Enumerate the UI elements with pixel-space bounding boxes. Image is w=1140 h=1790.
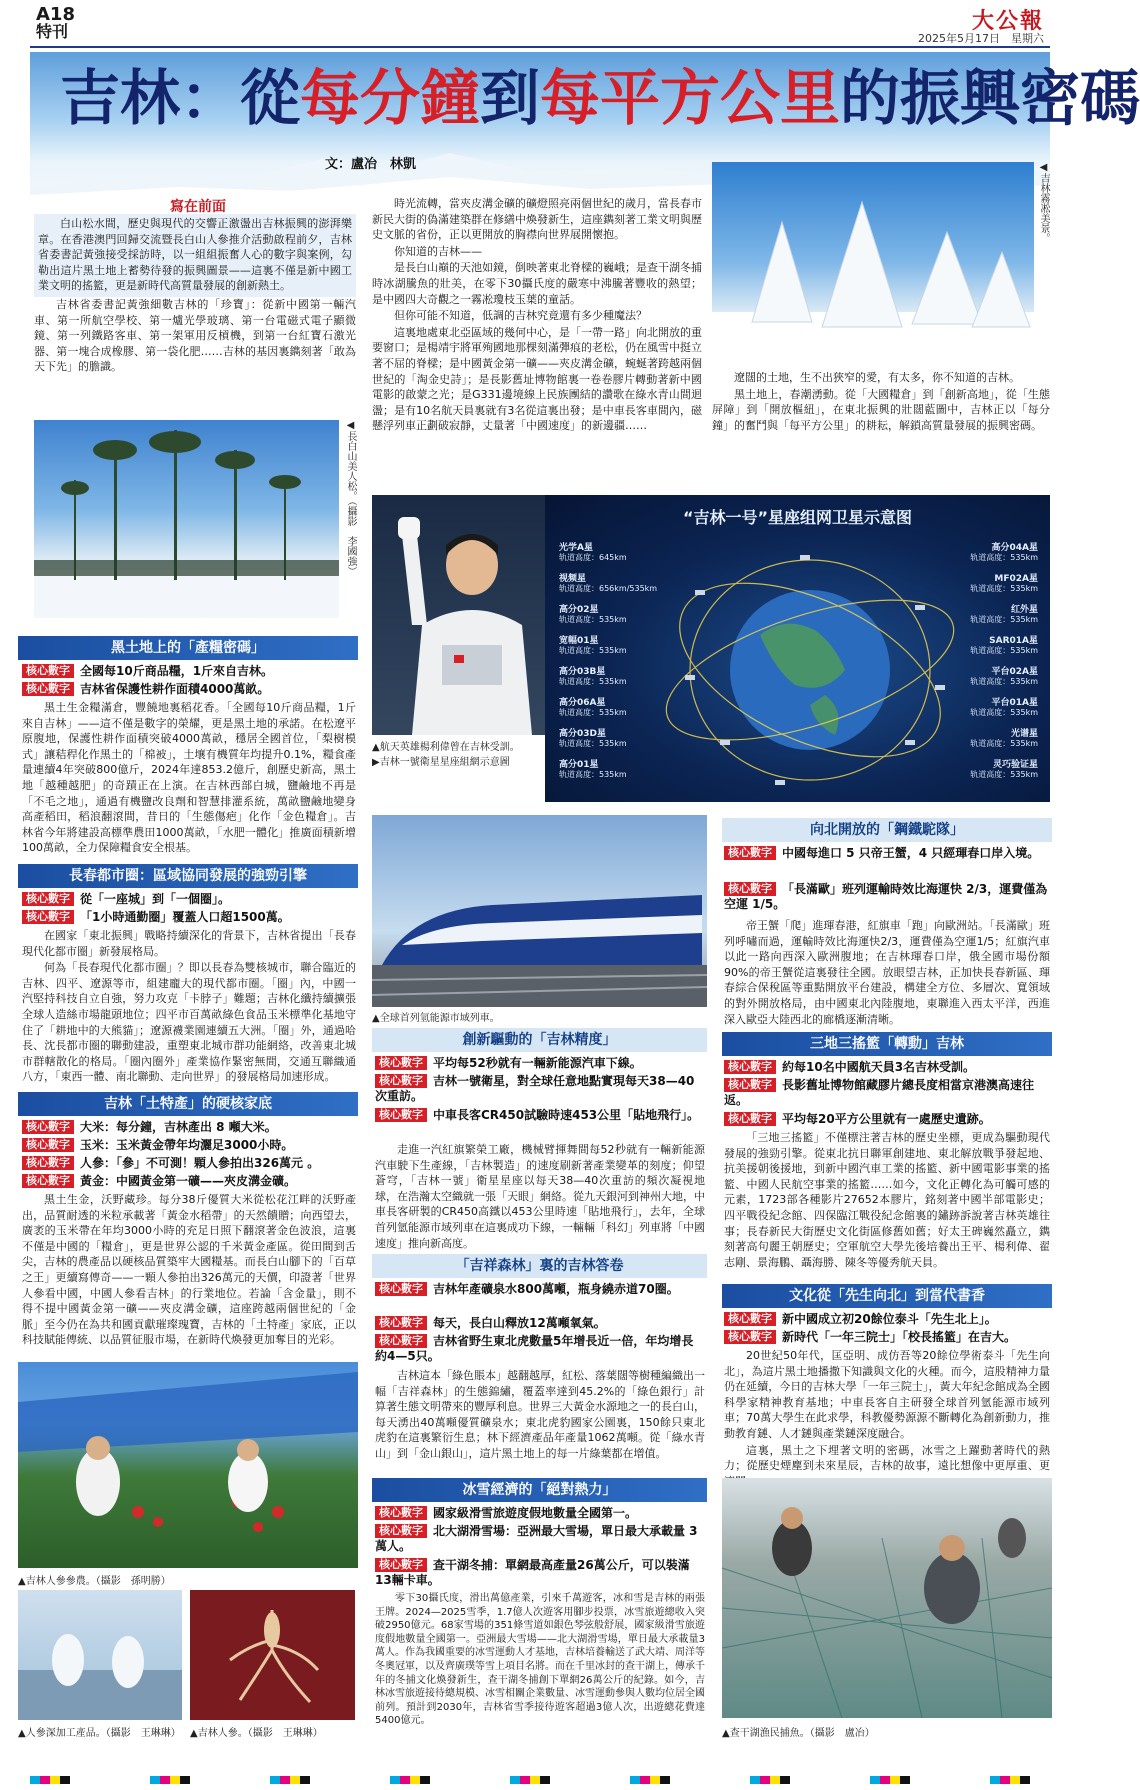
color-registration-bar <box>30 1776 1050 1784</box>
satellite-label <box>559 667 627 687</box>
train-illustration <box>372 815 707 1007</box>
satellite-label <box>970 605 1038 625</box>
key-figure-tag: 核心數字 <box>22 664 74 678</box>
key-figure-row <box>375 1316 705 1331</box>
key-figure-tag: 核心數字 <box>22 892 74 906</box>
section-paragraph: 黑土生金，沃野藏珍。每分38斤優質大米從松花江畔的沃野產出，品質耐透的米粒承載著「黃金水稻帶」的天然饋贈；向西望去，廣袤的玉米帶在年均3000小時的充足日照下翻滾著金色波浪，這裏不僅是中國的「糧倉」，更是世界公認的千米黃金產區。從田間到舌尖，吉林的農產品以硬核品質築牢大國糧基。而長白山腳下的「百草之王」更續寫傳奇——一顆人參拍出326萬元的天價，印證著「世界人參看中國，中國人參看吉林」的行業地位。若論「含金量」，則不得不提中國黃金第一礦——夾皮溝金礦，這座跨越兩個世紀的「金脈」至今仍在為共和國貢獻璀璨瑰寶，吉林的「土特產」家底，正以科技賦能傳統、以品質征服市場，在新時代煥發更加奪目的光彩。 <box>22 1193 356 1347</box>
key-figure-tag: 核心數字 <box>724 846 776 860</box>
key-figure-tag: 核心數字 <box>375 1316 427 1330</box>
satellite-orbit: 轨道高度：535km <box>970 553 1038 562</box>
col2-paragraph: 你知道的吉林—— <box>394 244 482 258</box>
satellite-orbit: 轨道高度：535km <box>970 584 1038 593</box>
key-figure-row <box>724 1078 1050 1108</box>
satellite-orbit: 轨道高度：645km <box>559 553 627 562</box>
key-figure-tag: 核心數字 <box>375 1334 427 1348</box>
key-figure-row <box>375 1056 705 1071</box>
section-cradles-title: 三地三搖籃「轉動」吉林 <box>722 1032 1052 1056</box>
headline-part1: 吉林：從 <box>60 64 300 134</box>
satellite-label <box>559 698 627 718</box>
key-figure-tag: 核心數字 <box>724 1330 776 1344</box>
section-ice-snow-title: 冰雪經濟的「絕對熱力」 <box>372 1478 707 1502</box>
satellite-label <box>559 636 627 656</box>
satellite-orbit: 轨道高度：535km <box>559 677 627 686</box>
key-figure-tag: 核心數字 <box>22 682 74 696</box>
pine-caption: ◀長白山美人松。（攝影 李國強） <box>345 420 356 576</box>
key-figure-row <box>375 1074 705 1104</box>
satellite-label <box>559 729 627 749</box>
satellite-label <box>970 698 1038 718</box>
satellite-name: 高分03D星 <box>559 729 606 739</box>
satellite-label <box>970 729 1038 749</box>
satellite-name: 视频星 <box>559 574 587 584</box>
page-number: A18 <box>36 4 75 25</box>
satellite-label <box>970 574 1038 594</box>
key-figure-tag: 核心數字 <box>724 1078 776 1092</box>
satellite-label <box>970 636 1038 656</box>
key-figure-row <box>375 1524 705 1554</box>
key-figure-text: 玉米：玉米黃金帶年均灑足3000小時。 <box>80 1138 294 1152</box>
section-grain-title: 黑土地上的「產糧密碼」 <box>18 636 358 660</box>
header-rule <box>30 46 1050 48</box>
issue-date: 2025年5月17日 星期六 <box>918 32 1044 45</box>
satellite-label <box>970 760 1038 780</box>
section-paragraph: 在國家「東北振興」戰略持續深化的背景下，吉林省提出「長春現代化都市圈」新發展格局。 <box>22 929 356 958</box>
satellite-name: 灵巧验证星 <box>992 760 1038 770</box>
key-figure-text: 新中國成立初20餘位泰斗「先生北上」。 <box>782 1312 997 1326</box>
key-figure-text: 「1小時通勤圈」覆蓋人口超1500萬。 <box>80 910 290 924</box>
key-figure-row <box>375 1108 705 1123</box>
col2-intro-text <box>372 196 702 435</box>
section-cradles-body <box>724 1130 1050 1271</box>
section-innovation-title: 創新驅動的「吉林精度」 <box>372 1028 707 1052</box>
section-paragraph: 零下30攝氏度，滑出萬億產業，引來千萬遊客，冰和雪是吉林的兩張王牌。2024—2025雪季，1.7億人次遊客用腳步投票，冰雪旅遊總收入突破2950億元。68家雪場的351條雪道如銀色琴弦般舒展，國家級滑雪旅遊度假地數量全國第一。亞洲最大雪場——北大湖滑雪場，單日最大承載量3萬人。作為我國重要的冰雪運動人才基地，吉林培養輸送了武大靖、周洋等冬奧冠軍，以及齊廣璞等雪上項目名將。而在千里冰封的查干湖上，傳承千年的冬捕文化煥發新生，查干湖冬捕創下單網26萬公斤的紀錄。如今，吉林冰雪旅遊接待總規模、冰雪相關企業數量、冰雪運動參與人數均位居全國前列。預計到2030年，吉林省雪季接待遊客超過3億人次，出遊總花費達5400億元。 <box>375 1593 705 1727</box>
section-opening-title: 向北開放的「鋼鐵駝隊」 <box>722 818 1052 842</box>
key-figure-row <box>22 1174 356 1189</box>
section-opening-body <box>724 918 1050 1028</box>
headline-part3: 到 <box>480 64 540 134</box>
key-figure-tag: 核心數字 <box>375 1282 427 1296</box>
satellite-name: 高分01星 <box>559 760 599 770</box>
satellite-orbit: 轨道高度：535km <box>559 708 627 717</box>
key-figure-tag: 核心數字 <box>724 1312 776 1326</box>
section-paragraph: 20世紀50年代，匡亞明、成仿吾等20餘位學術泰斗「先生向北」，為這片黑土地播撒下知識與文化的火種。而今，這股精神力量仍在延續，今日的吉林大學「一年三院士」，黃大年紀念館成為全國科學家精神教育基地；中車長客自主研發全球首列氫能源市域列車；70萬大學生在此求學，科教優勢源源不斷轉化為創新動力，推動教育鏈、人才鏈與產業鏈深度融合。 <box>724 1349 1050 1440</box>
headline-part4: 每平方公里 <box>540 64 840 134</box>
section-grain-body <box>22 700 356 857</box>
key-figure-tag: 核心數字 <box>724 882 776 896</box>
satellite-orbit: 轨道高度：535km <box>970 770 1038 779</box>
satellite-label <box>559 543 627 563</box>
ginseng-root-photo <box>190 1590 355 1720</box>
col2-paragraph: 是長白山巔的天池如鏡，倒映著東北脊樑的巍峨；是查干湖冬捕時冰湖騰魚的壯美，在零下30攝氏度的嚴寒中沸騰著豐收的熱望；是中國四大奇觀之一霧凇瓊枝玉葉的童話。 <box>372 261 702 306</box>
satellite-orbit: 轨道高度：535km <box>970 677 1038 686</box>
key-figure-tag: 核心數字 <box>375 1056 427 1070</box>
satellite-name: 高分04A星 <box>991 543 1038 553</box>
key-figure-text: 吉林省野生東北虎數量5年增長近一倍，年均增長約4—5只。 <box>375 1334 694 1363</box>
key-figure-text: 平均每52秒就有一輛新能源汽車下線。 <box>433 1056 642 1070</box>
intro-lead-shaded <box>34 214 356 297</box>
section-paragraph: 走進一汽紅旗繁榮工廠，機械臂揮舞間每52秒就有一輛新能源汽車駛下生產線，「吉林製造」的速度刷新著產業變革的刻度；仰望蒼穹，「吉林一號」衛星星座以每天38—40次重訪的頻次凝視地球，在浩瀚太空織就一張「天眼」網絡。從九天銀河到神州大地，中車長客研製的CR450高鐵以453公里時速「貼地飛行」，去年，全球首列氫能源市域列車在這裏成功下線，一輛輛「科幻」列車將「中國速度」推向新高度。 <box>375 1143 705 1250</box>
rime-caption: ◀吉林霧凇美景。 <box>1038 162 1049 243</box>
key-figure-text: 從「一座城」到「一個圈」。 <box>80 892 231 906</box>
section-paragraph: 這裏，黑土之下埋著文明的密碼，冰雪之上躍動著時代的熱力；從歷史煙塵到未來星辰，吉林的故事，遠比想像中更厚重、更 <box>724 1443 1050 1473</box>
pine-photo <box>34 420 339 618</box>
fishing-caption: ▲查干湖漁民捕魚。（攝影 盧冶） <box>722 1728 875 1739</box>
col2-paragraph: 時光流轉，當夾皮溝金礦的礦燈照亮兩個世紀的歲月，當長春市新民大街的偽滿建築群在修繕中煥發新生，這座鐫刻著工業文明與歷史文脈的省份，正以更開放的胸襟向世界展開懷抱。 <box>372 197 702 242</box>
satellite-caption: ▶吉林一號衛星星座組網示意圖 <box>372 757 510 768</box>
key-figure-tag: 核心數字 <box>724 1112 776 1126</box>
key-figure-text: 中國每進口 5 只帝王蟹，4 只經琿春口岸入境。 <box>782 846 1040 860</box>
satellite-name: 平台01A星 <box>991 698 1038 708</box>
diagram-title: “吉林一号”星座组网卫星示意图 <box>682 508 913 527</box>
satellite-name: 宽幅01星 <box>559 636 599 646</box>
satellite-orbit: 轨道高度：535km <box>970 708 1038 717</box>
satellite-name: 高分06A星 <box>559 698 606 708</box>
ginseng-farm-photo <box>18 1362 358 1568</box>
satellite-name: 红外星 <box>1010 605 1038 615</box>
section-changchun-body <box>22 928 356 1086</box>
newspaper-logo: 大公報 <box>971 8 1044 34</box>
satellite-name: 高分03B星 <box>559 667 606 677</box>
satellite-orbit: 轨道高度：535km <box>559 770 627 779</box>
factory-workers-illustration <box>18 1590 182 1720</box>
intro-text <box>34 214 356 376</box>
ginseng-process-photo <box>18 1590 182 1720</box>
key-figure-row <box>724 1112 1050 1127</box>
intro-paragraph: 白山松水間，歷史與現代的交響正激盪出吉林振興的澎湃樂章。在香港澳門回歸交流暨長白山人參推介活動啟程前夕，吉林省委書記黃強接受採訪時，以一組組振奮人心的數字與案例，勾勒出這片黑土地上蓄勢待發的振興圖景——這裏不僅是新中國工業文明的搖籃，更是新時代高質量發展的創新熱土。 <box>38 217 352 293</box>
section-culture-body <box>724 1348 1050 1490</box>
key-figure-text: 人參：「參」不可測！顆人參拍出326萬元 。 <box>80 1156 320 1170</box>
key-figure-row <box>375 1558 705 1588</box>
fishing-photo <box>722 1478 1052 1718</box>
section-changchun-title: 長春都市圈：區域協同發展的強勁引擎 <box>18 864 358 888</box>
key-figure-tag: 核心數字 <box>375 1558 427 1572</box>
train-caption: ▲全球首列氫能源市域列車。 <box>372 1013 500 1024</box>
section-paragraph: 何為「長春現代化都市圈」？即以長春為雙核城市，聯合臨近的吉林、四平、遼源等市，組建龐大的現代都市圈。「圈」內，中國一汽堅持科技自立自強，努力攻克「卡脖子」難題；吉林化纖持續擴張全球人造絲市場龍頭地位；四平市百萬畝綠色食品玉米標準化基地守住了「耕地中的大熊貓」；遼源襪業園連續五大洲。「圈」外，通過哈長、沈長都市圈的聯動建設，重塑東北城市群功能網絡，改善東北城市群轄散化的格局。「圈內圈外」產業協作緊密無間，交通互聯織通八方，「東西一體、南北聯動、走向世界」的發展格局加速形成。 <box>22 961 356 1084</box>
key-figure-row <box>22 910 356 925</box>
key-figure-tag: 核心數字 <box>375 1524 427 1538</box>
rime-photo <box>712 162 1034 362</box>
key-figure-text: 中車長客CR450試驗時速453公里「貼地飛行」。 <box>433 1108 700 1122</box>
key-figure-tag: 核心數字 <box>724 1060 776 1074</box>
key-figure-row <box>724 882 1050 912</box>
intro-paragraph: 吉林省委書記黃強細數吉林的「珍寶」：從新中國第一輛汽車、第一所航空學校、第一爐光學玻璃、第一台電磁式電子顯微鏡、第一列鐵路客車、第一架軍用反槓機，到第一台紅寶石激光器、第一塊合成橡膠、第一袋化肥……吉林的基因裏鐫刻著「敢為天下先」的膽識。 <box>34 297 356 374</box>
key-figure-tag: 核心數字 <box>375 1506 427 1520</box>
key-figure-text: 新時代「一年三院士」「校長搖籃」在吉大。 <box>782 1330 1017 1344</box>
key-figure-tag: 核心數字 <box>22 1120 74 1134</box>
key-figure-row <box>724 1330 1050 1345</box>
section-culture-title: 文化從「先生向北」到當代書香 <box>722 1284 1052 1308</box>
satellite-label <box>559 574 657 594</box>
key-figure-row <box>724 1312 1050 1327</box>
satellite-orbit: 轨道高度：535km <box>970 615 1038 624</box>
ginseng-root-illustration <box>190 1590 355 1720</box>
satellite-name: 平台02A星 <box>991 667 1038 677</box>
satellite-orbit: 轨道高度：535km <box>559 615 627 624</box>
headline-part2: 每分鐘 <box>300 64 480 134</box>
key-figure-text: 平均每20平方公里就有一處歷史遺跡。 <box>782 1112 991 1126</box>
satellite-name: MF02A星 <box>994 574 1038 584</box>
pine-trees-illustration <box>34 420 339 618</box>
astronaut-illustration <box>372 495 565 735</box>
key-figure-text: 黃金：中國黃金第一礦——夾皮溝金礦。 <box>80 1174 297 1188</box>
satellite-name: 光学A星 <box>559 543 593 553</box>
col2-paragraph: 這裏地處東北亞區域的幾何中心，是「一帶一路」向北開放的重要窗口；是楊靖宇將軍殉國地那棵刻滿彈痕的老松，仍在風雪中挺立著不屈的脊樑；是中國黃金第一礦——夾皮溝金礦，蜿蜒著跨越兩個世紀的「淘金史詩」；是長影舊址博物館裏一卷卷膠片轉動著新中國電影的啟蒙之光；是G331邊境線上民族團結的讚歌在綠水青山間迴盪；是有10名航天員裏就有3名從這裏出發；是中車長客車間內，磁懸浮列車正劃破寂靜，丈量著「中國速度」的新邊疆…… <box>372 325 702 433</box>
section-paragraph: 黑土生金糧滿倉，豐饒地裏稻花香。「全國每10斤商品糧，1斤來自吉林」——這不僅是數字的榮耀，更是黑土地的承諾。在松遼平原腹地，保護性耕作面積突破4000萬畝，穩居全國首位，「梨樹模式」讓秸稈化作黑土的「棉被」，土壤有機質年均提升0.1%，糧食產量連續4年突破800億斤，2024年達853.2億斤，創歷史新高，黑土地「越種越肥」的奇蹟正在上演。在吉林西部白城，鹽鹼地不再是「不毛之地」，通過有機鹽改良劑和智慧排灌系統，萬畝鹽鹼地變身高產稻田，稻浪翻滾間，昔日的「生態傷疤」化作「金色糧倉」。吉林省今年將建設高標準農田1000萬畝，「水肥一體化」推廣面積新增100萬畝，全力保障糧食安全根基。 <box>22 701 356 855</box>
key-figure-row <box>375 1282 705 1297</box>
section-forest-title: 「吉祥森林」裏的吉林答卷 <box>372 1254 707 1278</box>
key-figure-row <box>22 664 356 679</box>
satellite-constellation-diagram <box>545 495 1050 802</box>
ginseng-farm-caption: ▲吉林人參參農。（攝影 孫明勝） <box>18 1576 171 1587</box>
key-figure-text: 國家級滑雪旅遊度假地數量全國第一。 <box>433 1506 638 1520</box>
key-figure-tag: 核心數字 <box>375 1108 427 1122</box>
frosted-trees-illustration <box>712 162 1034 362</box>
satellite-label <box>559 605 627 625</box>
key-figure-text: 查干湖冬捕：單網最高產量26萬公斤，可以裝滿13輛卡車。 <box>375 1558 690 1587</box>
fishermen-net-illustration <box>722 1478 1052 1718</box>
section-specialties-title: 吉林「土特產」的硬核家底 <box>18 1092 358 1116</box>
satellite-orbit: 轨道高度：656km/535km <box>559 584 658 593</box>
key-figure-text: 長影舊址博物館藏膠片總長度相當京港澳高速往返。 <box>724 1078 1035 1107</box>
key-figure-row <box>724 846 1050 861</box>
section-name: 特刊 <box>36 22 69 41</box>
section-innovation-body <box>375 1142 705 1252</box>
key-figure-tag: 核心數字 <box>22 1174 74 1188</box>
key-figure-row <box>375 1334 705 1364</box>
key-figure-row <box>375 1506 705 1521</box>
key-figure-text: 每天，長白山釋放12萬噸氧氣。 <box>433 1316 606 1330</box>
key-figure-text: 大米：每分鐘，吉林產出 8 噸大米。 <box>80 1120 277 1134</box>
key-figure-tag: 核心數字 <box>375 1074 427 1088</box>
key-figure-text: 「長滿歐」班列運輸時效比海運快 2/3，運費僅為空運 1/5。 <box>724 882 1048 911</box>
key-figure-text: 吉林省保護性耕作面積4000萬畝。 <box>80 682 270 696</box>
key-figure-text: 吉林年產礦泉水800萬噸，瓶身繞赤道70圈。 <box>433 1282 679 1296</box>
ginseng-field-illustration <box>18 1362 358 1568</box>
key-figure-tag: 核心數字 <box>22 910 74 924</box>
key-figure-row <box>22 892 356 907</box>
col2-paragraph: 但你可能不知道，低調的吉林究竟還有多少種魔法？ <box>394 309 647 323</box>
key-figure-row <box>22 1120 356 1135</box>
section-paragraph: 帝王蟹「爬」進琿春港，紅旗車「跑」向歐洲站。「長滿歐」班列呼嘯而過，運輸時效比海運快2/3，運費僅為空運1/5；紅旗汽車以此一路向西深入歐洲腹地；在吉林琿春口岸，俄全國市場份額90%的帝王蟹從這裏發往全國。放眼望吉林，正加快長春新區、琿春綜合保稅區等重點開放平台建設，構建全方位、多層次、寬領域的對外開放格局，由中國東北內陸腹地，東聯進入西太平洋，西進深入歐亞大陸西北的廊橋逐漸清晰。 <box>724 919 1050 1026</box>
key-figure-text: 吉林一號衛星，對全球任意地點實現每天38—40次重訪。 <box>375 1074 695 1103</box>
ginseng-root-caption: ▲吉林人參。（攝影 王琳琳） <box>190 1728 323 1739</box>
section-specialties-body <box>22 1192 356 1349</box>
section-ice-snow-body <box>375 1592 705 1729</box>
col3-intro-text <box>712 370 1050 434</box>
satellite-orbit: 轨道高度：535km <box>970 739 1038 748</box>
byline: 文：盧冶 林凱 <box>325 157 417 172</box>
key-figure-row <box>724 1060 1050 1075</box>
key-figure-row <box>22 1156 356 1171</box>
astronaut-photo <box>372 495 565 735</box>
satellite-orbit: 轨道高度：535km <box>970 646 1038 655</box>
astronaut-caption: ▲航天英雄楊利偉曾在吉林受訓。 <box>372 742 520 753</box>
satellite-label <box>970 543 1038 563</box>
page-label <box>36 6 75 40</box>
satellite-name: 高分02星 <box>559 605 599 615</box>
key-figure-tag: 核心數字 <box>22 1138 74 1152</box>
key-figure-row <box>22 1138 356 1153</box>
intro-title: 寫在前面 <box>170 199 226 215</box>
section-paragraph: 吉林這本「綠色賬本」越翻越厚，紅松、落葉闊等樹種編織出一幅「吉祥森林」的生態錦繡，覆蓋率達到45.2%的「綠色銀行」計算著生態文明帶來的豐厚利息。世界三大黃金水源地之一的長白山，每天湧出40萬噸優質礦泉水；東北虎豹國家公園裏，150餘只東北虎豹在這裏繁衍生息；林下經濟產品年產量1062萬噸。從「綠水青山」到「金山銀山」，這片黑土地上的每一片綠葉都在增值。 <box>375 1369 705 1460</box>
headline-part5: 的振興密碼 <box>840 64 1140 134</box>
key-figure-tag: 核心數字 <box>22 1156 74 1170</box>
col3-paragraph: 遼闊的土地，生不出狹窄的愛，有太多，你不知道的吉林。 <box>734 371 1020 384</box>
section-paragraph: 「三地三搖籃」不僅標注著吉林的歷史坐標，更成為驅動現代發展的強勁引擎。從東北抗日聯軍創建地、東北解放戰爭發起地、抗美援朝後援地，到新中國汽車工業的搖籃、新中國電影事業的搖籃、中國人民航空事業的搖籃……如今，文化正轉化為可觸可感的元素，1723部各種影片27652本膠片，銘刻著中國半部電影史；四平戰役紀念館、四保臨江戰役紀念館裏的鏽跡訴說著吉林英雄往事；長春新民大街歷史文化街區修舊如舊；好太王碑巍然矗立，鐫刻著高句麗王朝歷史；空軍航空大學先後培養出王平、楊利偉、翟志剛、景海鵬、聶海勝、陳冬等優秀航天員。 <box>724 1131 1050 1269</box>
main-headline <box>60 64 1140 134</box>
key-figure-text: 北大湖滑雪場：亞洲最大雪場，單日最大承載量 3 萬人。 <box>375 1524 698 1553</box>
satellite-name: 光谱星 <box>1010 729 1038 739</box>
section-forest-body <box>375 1368 705 1463</box>
satellite-label <box>970 667 1038 687</box>
train-photo <box>372 815 707 1007</box>
satellite-label <box>559 760 627 780</box>
key-figure-text: 全國每10斤商品糧，1斤來自吉林。 <box>80 664 274 678</box>
satellite-orbit: 轨道高度：535km <box>559 646 627 655</box>
col3-paragraph: 黑土地上，春潮湧動。從「大國糧倉」到「創新高地」，從「生態屏障」到「開放樞紐」，在東北振興的壯闊藍圖中，吉林正以「每分鐘」的奮鬥與「每平方公里」的耕耘，解鎖高質量發展的振興密碼。 <box>712 387 1050 432</box>
satellite-name: SAR01A星 <box>989 636 1038 646</box>
key-figure-row <box>22 682 356 697</box>
satellite-orbit: 轨道高度：535km <box>559 739 627 748</box>
key-figure-text: 約每10名中國航天員3名吉林受訓。 <box>782 1060 976 1074</box>
ginseng-process-caption: ▲人參深加工產品。（攝影 王琳琳） <box>18 1728 181 1739</box>
